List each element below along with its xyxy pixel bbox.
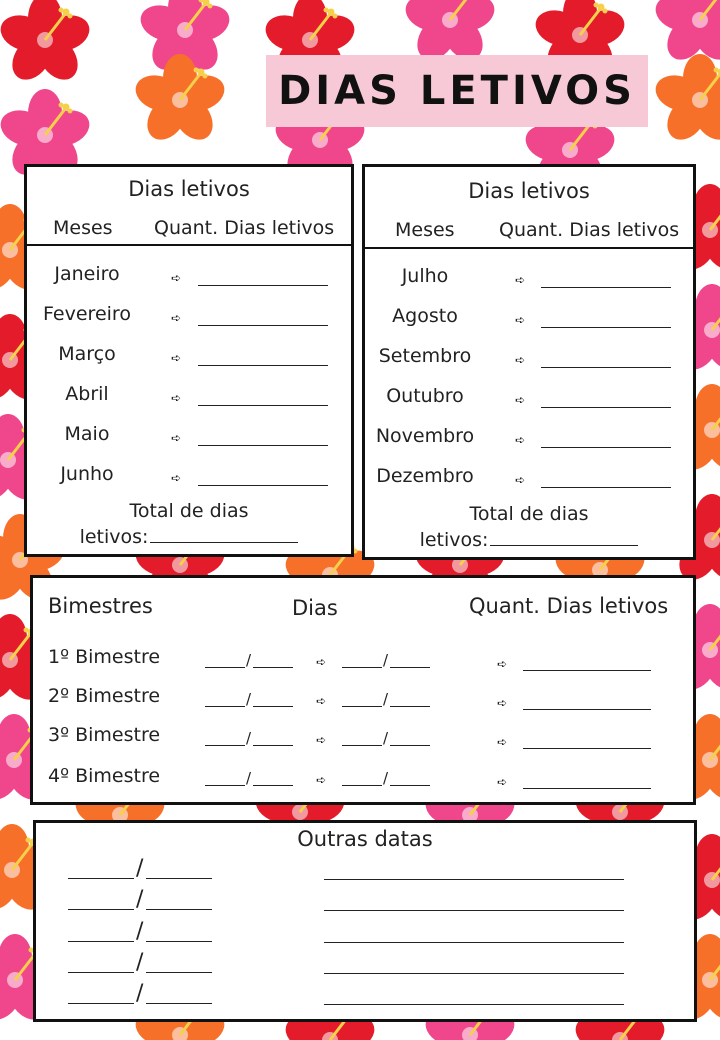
days-blank[interactable]: [541, 447, 671, 448]
start-date-blank[interactable]: /: [205, 693, 293, 707]
event-blank[interactable]: [324, 1004, 624, 1005]
page-title-banner: [266, 55, 648, 127]
arrow-icon: ➪: [171, 351, 182, 365]
col-header-quant: Quant. Dias letivos: [469, 594, 669, 618]
arrow-icon: ➪: [171, 471, 182, 485]
arrow-icon: ➪: [515, 273, 526, 287]
bimestre-label: 3º Bimestre: [48, 724, 161, 746]
col-header-bimestres: Bimestres: [48, 594, 153, 618]
date-blank[interactable]: /: [68, 920, 212, 942]
arrow-icon: ➪: [497, 657, 508, 671]
panel-title: Dias letivos: [128, 177, 250, 201]
event-blank[interactable]: [324, 942, 624, 943]
month-label: Dezembro: [376, 465, 474, 487]
month-label: Fevereiro: [43, 303, 131, 325]
header-divider: [365, 247, 693, 249]
days-blank[interactable]: [198, 445, 328, 446]
month-label: Setembro: [378, 345, 472, 367]
arrow-icon: ➪: [316, 694, 327, 708]
month-label: Maio: [64, 423, 110, 445]
days-blank[interactable]: [541, 367, 671, 368]
arrow-icon: ➪: [316, 733, 327, 747]
page-title: DIAS LETIVOS: [278, 68, 636, 114]
quant-blank[interactable]: [523, 748, 651, 749]
days-blank[interactable]: [198, 405, 328, 406]
event-blank[interactable]: [324, 973, 624, 974]
total-blank[interactable]: [490, 545, 638, 546]
col-header-days: Quant. Dias letivos: [154, 217, 335, 239]
arrow-icon: ➪: [171, 391, 182, 405]
total-label-line2: letivos:: [419, 529, 489, 551]
days-blank[interactable]: [198, 365, 328, 366]
arrow-icon: ➪: [515, 353, 526, 367]
header-divider: [27, 244, 351, 246]
outras-datas-panel: [33, 820, 697, 1022]
month-label: Novembro: [375, 425, 475, 447]
date-blank[interactable]: /: [68, 982, 212, 1004]
col-header-days: Quant. Dias letivos: [499, 219, 680, 241]
date-blank[interactable]: /: [68, 888, 212, 910]
days-blank[interactable]: [541, 487, 671, 488]
total-label-line2: letivos:: [79, 526, 149, 548]
bimestre-label: 4º Bimestre: [48, 765, 161, 787]
start-date-blank[interactable]: /: [205, 772, 293, 786]
arrow-icon: ➪: [171, 431, 182, 445]
days-blank[interactable]: [198, 285, 328, 286]
quant-blank[interactable]: [523, 788, 651, 789]
quant-blank[interactable]: [523, 670, 651, 671]
end-date-blank[interactable]: /: [342, 732, 430, 746]
arrow-icon: ➪: [497, 735, 508, 749]
days-blank[interactable]: [198, 485, 328, 486]
arrow-icon: ➪: [171, 311, 182, 325]
total-days: [27, 498, 351, 550]
days-blank[interactable]: [541, 287, 671, 288]
start-date-blank[interactable]: /: [205, 654, 293, 668]
bimestre-label: 1º Bimestre: [48, 646, 161, 668]
arrow-icon: ➪: [497, 775, 508, 789]
arrow-icon: ➪: [515, 433, 526, 447]
col-header-months: Meses: [395, 219, 455, 241]
month-label: Março: [58, 343, 116, 365]
month-label: Outubro: [386, 385, 464, 407]
total-label-line1: Total de dias: [469, 503, 589, 525]
arrow-icon: ➪: [497, 696, 508, 710]
arrow-icon: ➪: [316, 773, 327, 787]
days-blank[interactable]: [541, 407, 671, 408]
event-blank[interactable]: [324, 879, 624, 880]
arrow-icon: ➪: [515, 393, 526, 407]
end-date-blank[interactable]: /: [342, 654, 430, 668]
end-date-blank[interactable]: /: [342, 772, 430, 786]
panel-title: Dias letivos: [468, 179, 590, 203]
arrow-icon: ➪: [171, 271, 182, 285]
date-blank[interactable]: /: [68, 857, 212, 879]
date-blank[interactable]: /: [68, 951, 212, 973]
total-blank[interactable]: [150, 542, 298, 543]
bimestre-label: 2º Bimestre: [48, 685, 161, 707]
arrow-icon: ➪: [316, 655, 327, 669]
col-header-months: Meses: [53, 217, 113, 239]
bimestres-panel: [30, 575, 696, 805]
event-blank[interactable]: [324, 910, 624, 911]
arrow-icon: ➪: [515, 473, 526, 487]
month-label: Julho: [401, 265, 449, 287]
arrow-icon: ➪: [515, 313, 526, 327]
month-label: Janeiro: [54, 263, 120, 285]
days-blank[interactable]: [198, 325, 328, 326]
month-label: Agosto: [392, 305, 458, 327]
quant-blank[interactable]: [523, 709, 651, 710]
total-days: [365, 501, 693, 553]
end-date-blank[interactable]: /: [342, 693, 430, 707]
month-label: Abril: [65, 383, 109, 405]
days-blank[interactable]: [541, 327, 671, 328]
total-label-line1: Total de dias: [129, 500, 249, 522]
panel-title: Outras datas: [297, 827, 433, 851]
first-semester-panel: [24, 164, 354, 557]
start-date-blank[interactable]: /: [205, 732, 293, 746]
month-label: Junho: [60, 463, 114, 485]
col-header-dias: Dias: [292, 596, 338, 620]
second-semester-panel: [362, 164, 696, 560]
